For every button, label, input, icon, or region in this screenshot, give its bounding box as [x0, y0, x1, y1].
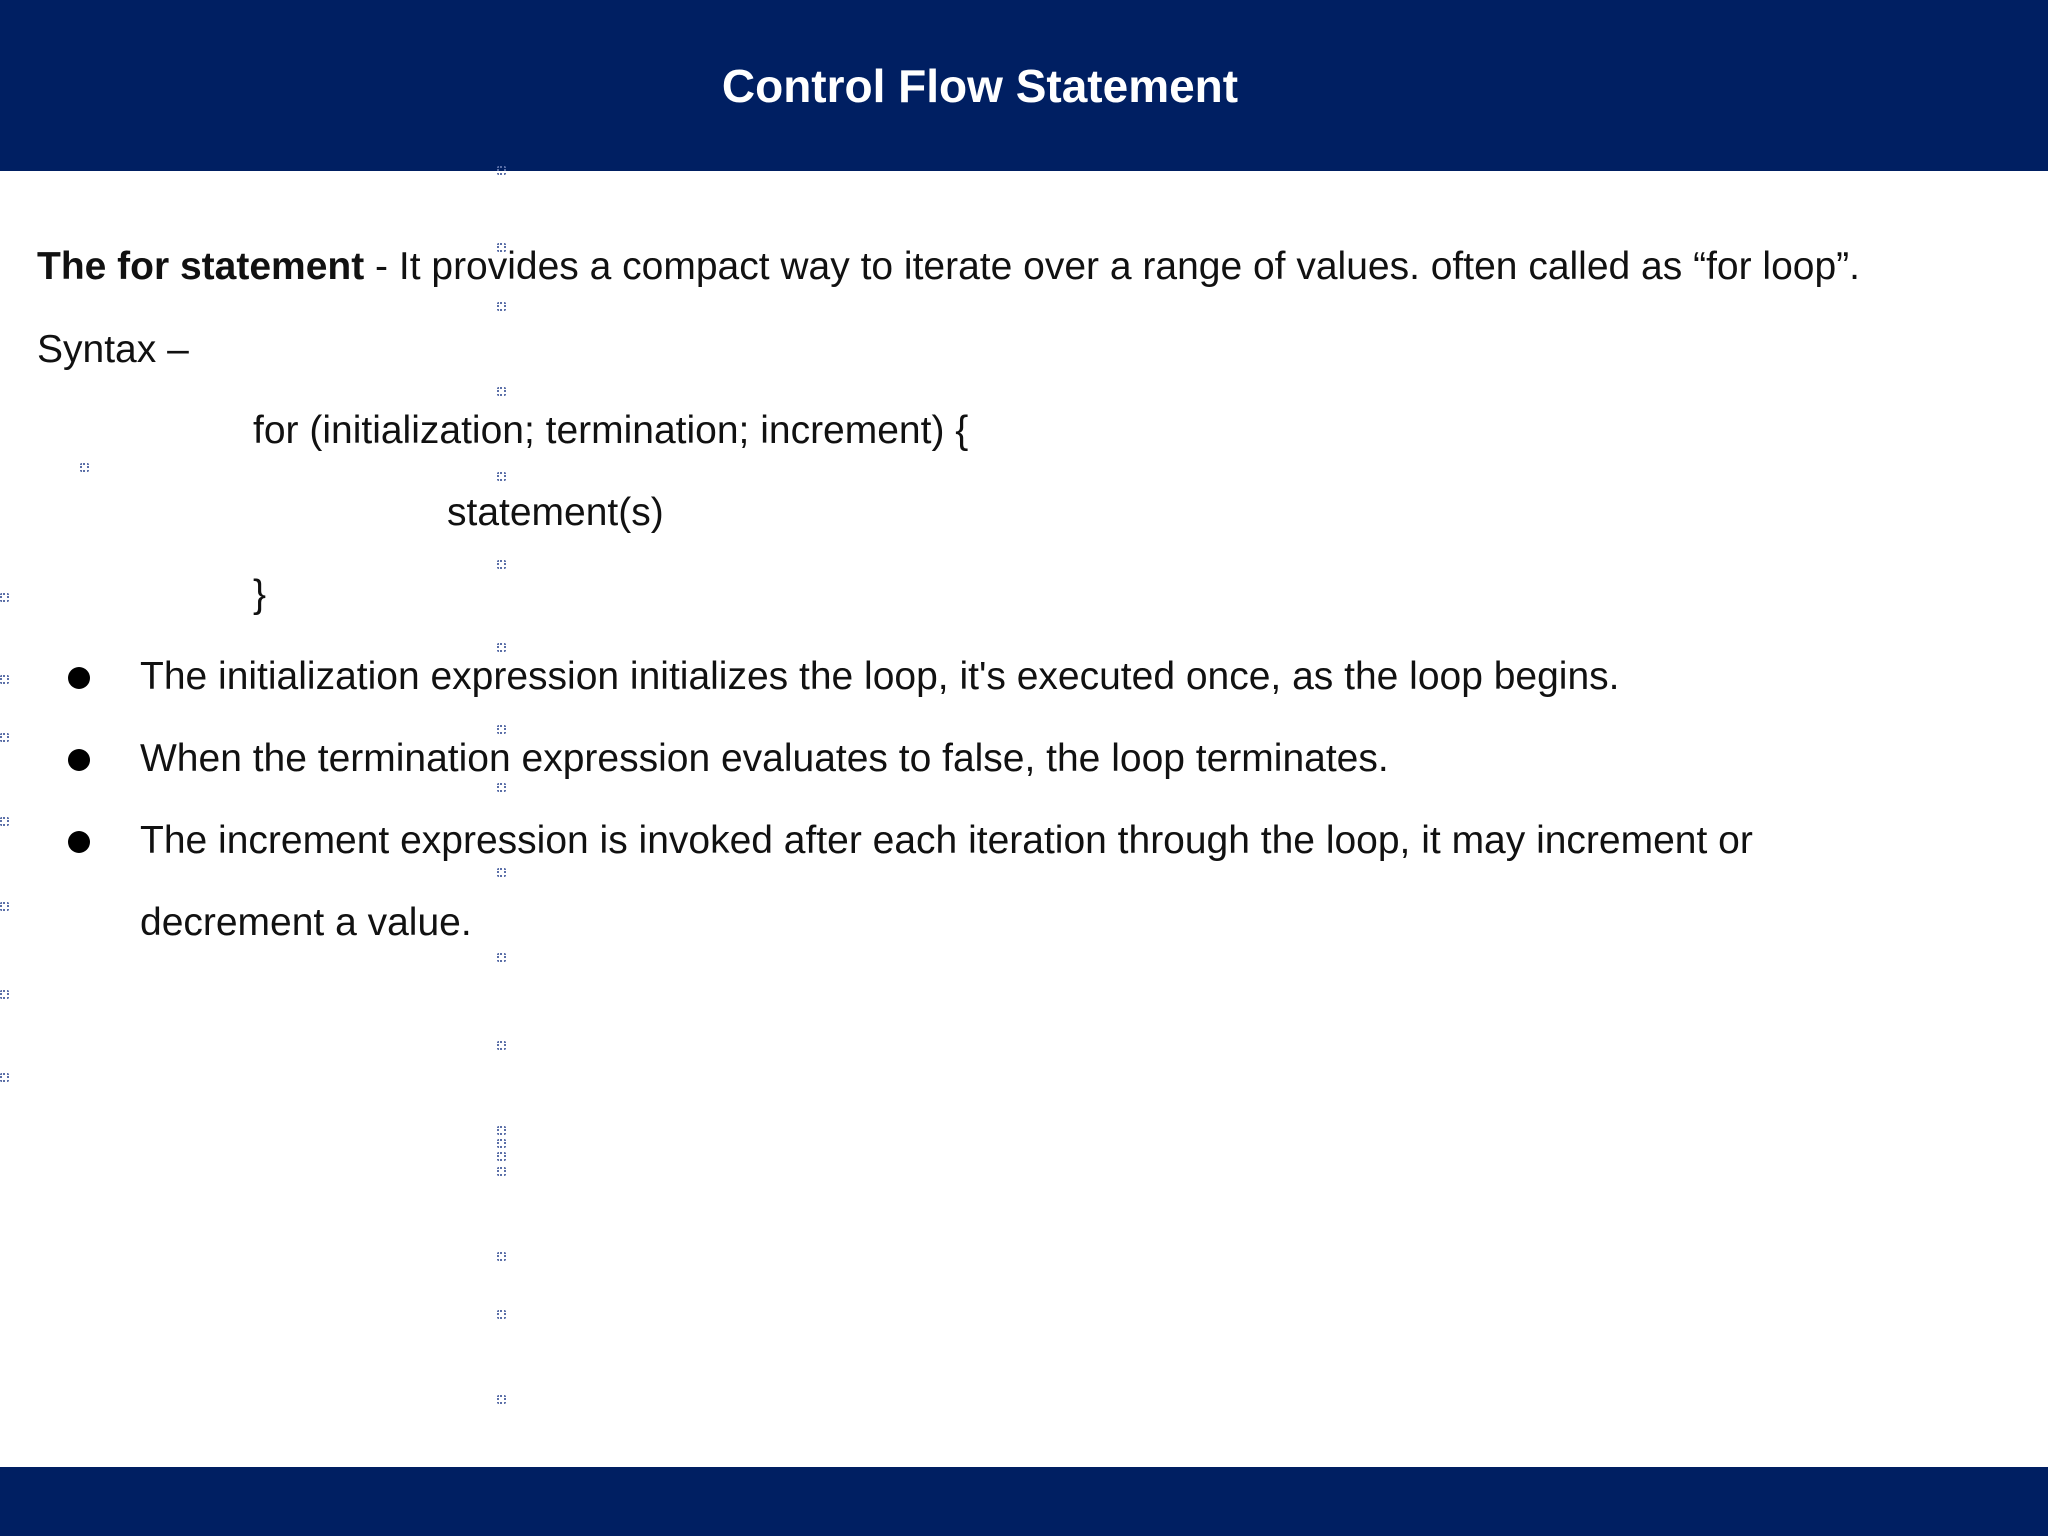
bullet-termination: When the termination expression evaluates to false, the loop terminates. — [140, 737, 1389, 780]
selection-handle-icon — [497, 1139, 506, 1148]
selection-handle-icon — [497, 643, 506, 652]
selection-handle-icon — [497, 243, 506, 252]
bullet-dot-icon — [68, 749, 90, 771]
intro-lead: The for statement — [37, 245, 365, 288]
selection-handle-icon — [497, 1395, 506, 1404]
code-line-for: for (initialization; termination; increment) { — [253, 409, 969, 452]
bullet-dot-icon — [68, 831, 90, 853]
selection-handle-icon — [497, 1167, 506, 1176]
selection-handle-icon — [0, 593, 9, 602]
intro-paragraph — [37, 243, 1860, 291]
selection-handle-icon — [497, 1126, 506, 1135]
selection-handle-icon — [0, 990, 9, 999]
selection-handle-icon — [497, 725, 506, 734]
selection-handle-icon — [497, 302, 506, 311]
slide-title: Control Flow Statement — [721, 60, 1239, 112]
selection-handle-icon — [497, 1310, 506, 1319]
selection-handle-icon — [497, 166, 506, 175]
bullet-dot-icon — [68, 667, 90, 689]
selection-handle-icon — [0, 817, 9, 826]
syntax-label: Syntax – — [37, 328, 189, 371]
bullet-initialization: The initialization expression initializes the loop, it's executed once, as the loop begins. — [140, 655, 1620, 698]
selection-handle-icon — [497, 868, 506, 877]
selection-handle-icon — [0, 733, 9, 742]
selection-handle-icon — [497, 1152, 506, 1161]
selection-handle-icon — [80, 463, 89, 472]
selection-handle-icon — [497, 953, 506, 962]
code-line-close-brace: } — [253, 573, 267, 616]
selection-handle-icon — [497, 1252, 506, 1261]
intro-rest: - It provides a compact way to iterate over a range of values. often called as “for loop”. — [364, 245, 1860, 288]
bullet-increment: The increment expression is invoked after each iteration through the loop, it may increment or — [140, 819, 1753, 862]
selection-handle-icon — [0, 1073, 9, 1082]
bullet-increment-continued: decrement a value. — [140, 901, 472, 944]
selection-handle-icon — [0, 902, 9, 911]
selection-handle-icon — [497, 472, 506, 481]
selection-handle-icon — [497, 560, 506, 569]
selection-handle-icon — [497, 1041, 506, 1050]
selection-handle-icon — [0, 675, 9, 684]
selection-handle-icon — [497, 783, 506, 792]
footer-bar — [0, 1467, 2048, 1536]
code-line-statements: statement(s) — [447, 491, 664, 534]
selection-handle-icon — [497, 387, 506, 396]
